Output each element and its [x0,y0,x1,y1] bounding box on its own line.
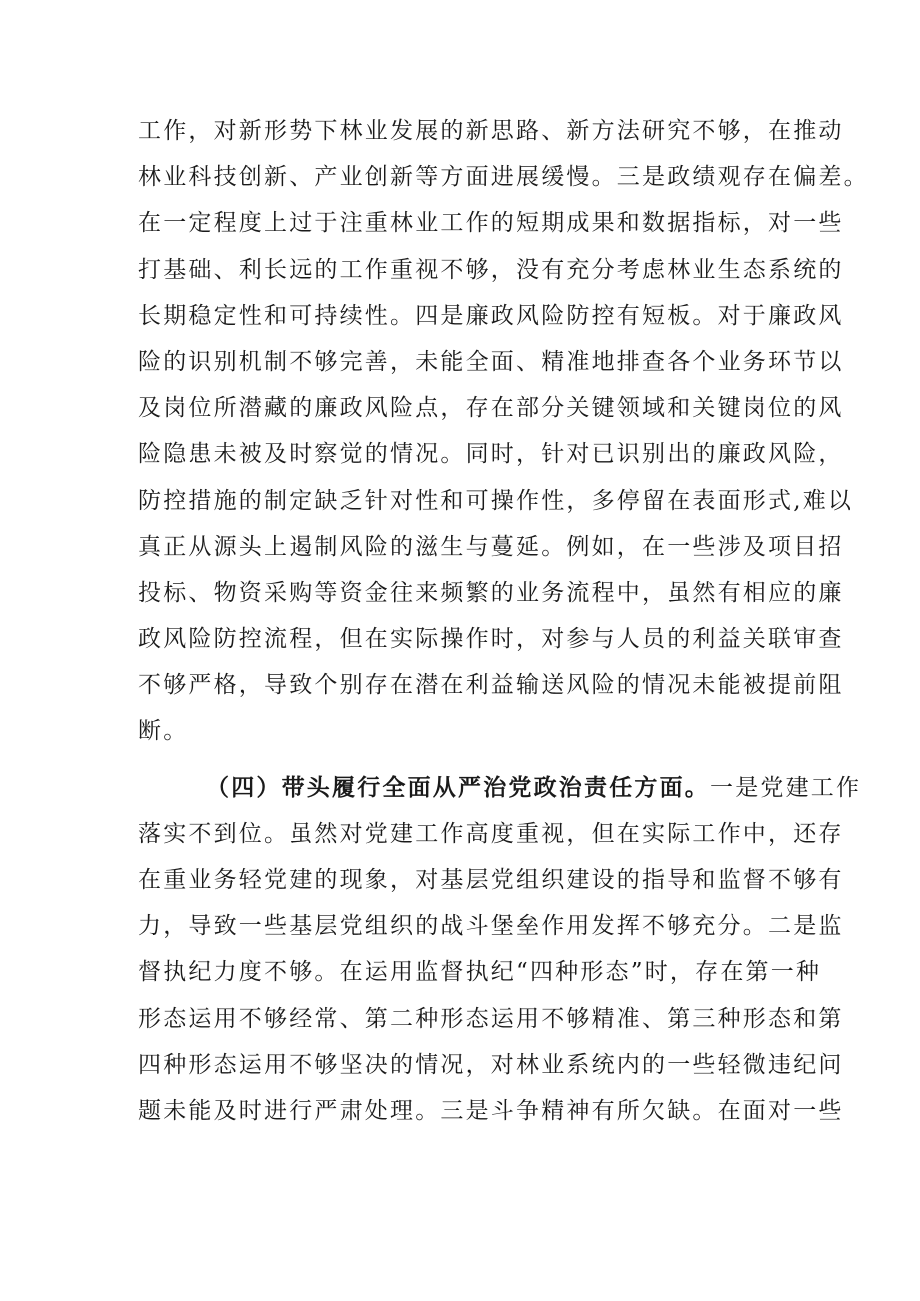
paragraph-line: 林业科技创新、产业创新等方面进展缓慢。三是政绩观存在偏差。 [138,164,869,191]
paragraph-line: 工作，对新形势下林业发展的新思路、新方法研究不够，在推动 [138,118,844,144]
paragraph-line: 题未能及时进行严肃处理。三是斗争精神有所欠缺。在面对一些 [138,1097,844,1124]
paragraph-1 [138,108,869,755]
paragraph-line: 长期稳定性和可持续性。四是廉政风险防控有短板。对于廉政风 [138,302,844,329]
paragraph-line: 及岗位所潜藏的廉政风险点，存在部分关键领域和关键岗位的风 [138,395,844,422]
paragraph-line: 断。 [138,718,189,745]
paragraph-line: 在一定程度上过于注重林业工作的短期成果和数据指标，对一些 [138,210,844,237]
paragraph-line: 政风险防控流程，但在实际操作时，对参与人员的利益关联审查 [138,626,844,653]
paragraph-line: 真正从源头上遏制风险的滋生与蔓延。例如，在一些涉及项目招 [138,533,844,560]
paragraph-2 [138,765,862,1135]
heading-continuation: 一是党建工作 [710,774,862,801]
paragraph-line: 打基础、利长远的工作重视不够，没有充分考虑林业生态系统的 [138,256,844,283]
paragraph-line: 不够严格，导致个别存在潜在利益输送风险的情况未能被提前阻 [138,672,844,699]
document-body [138,108,869,1134]
paragraph-line: 投标、物资采购等资金往来频繁的业务流程中，虽然有相应的廉 [138,579,844,606]
section-heading: （四）带头履行全面从严治党政治责任方面。 [206,773,710,801]
paragraph-line: 力，导致一些基层党组织的战斗堡垒作用发挥不够充分。二是监 [138,913,844,940]
paragraph-line: 督执纪力度不够。在运用监督执纪“四种形态”时，存在第一种 [138,959,822,986]
paragraph-line: 防控措施的制定缺乏针对性和可操作性，多停留在表面形式,难以 [138,487,854,514]
paragraph-line: 落实不到位。虽然对党建工作高度重视，但在实际工作中，还存 [138,820,844,847]
paragraph-gap [138,755,798,765]
paragraph-first-line [138,765,862,811]
paragraph-line: 险的识别机制不够完善，未能全面、精准地排查各个业务环节以 [138,348,844,375]
paragraph-line: 在重业务轻党建的现象，对基层党组织建设的指导和监督不够有 [138,867,844,893]
paragraph-line: 险隐患未被及时察觉的情况。同时，针对已识别出的廉政风险， [138,441,844,468]
paragraph-line: 四种形态运用不够坚决的情况，对林业系统内的一些轻微违纪问 [138,1051,844,1078]
paragraph-line: 形态运用不够经常、第二种形态运用不够精准、第三种形态和第 [138,1005,844,1032]
